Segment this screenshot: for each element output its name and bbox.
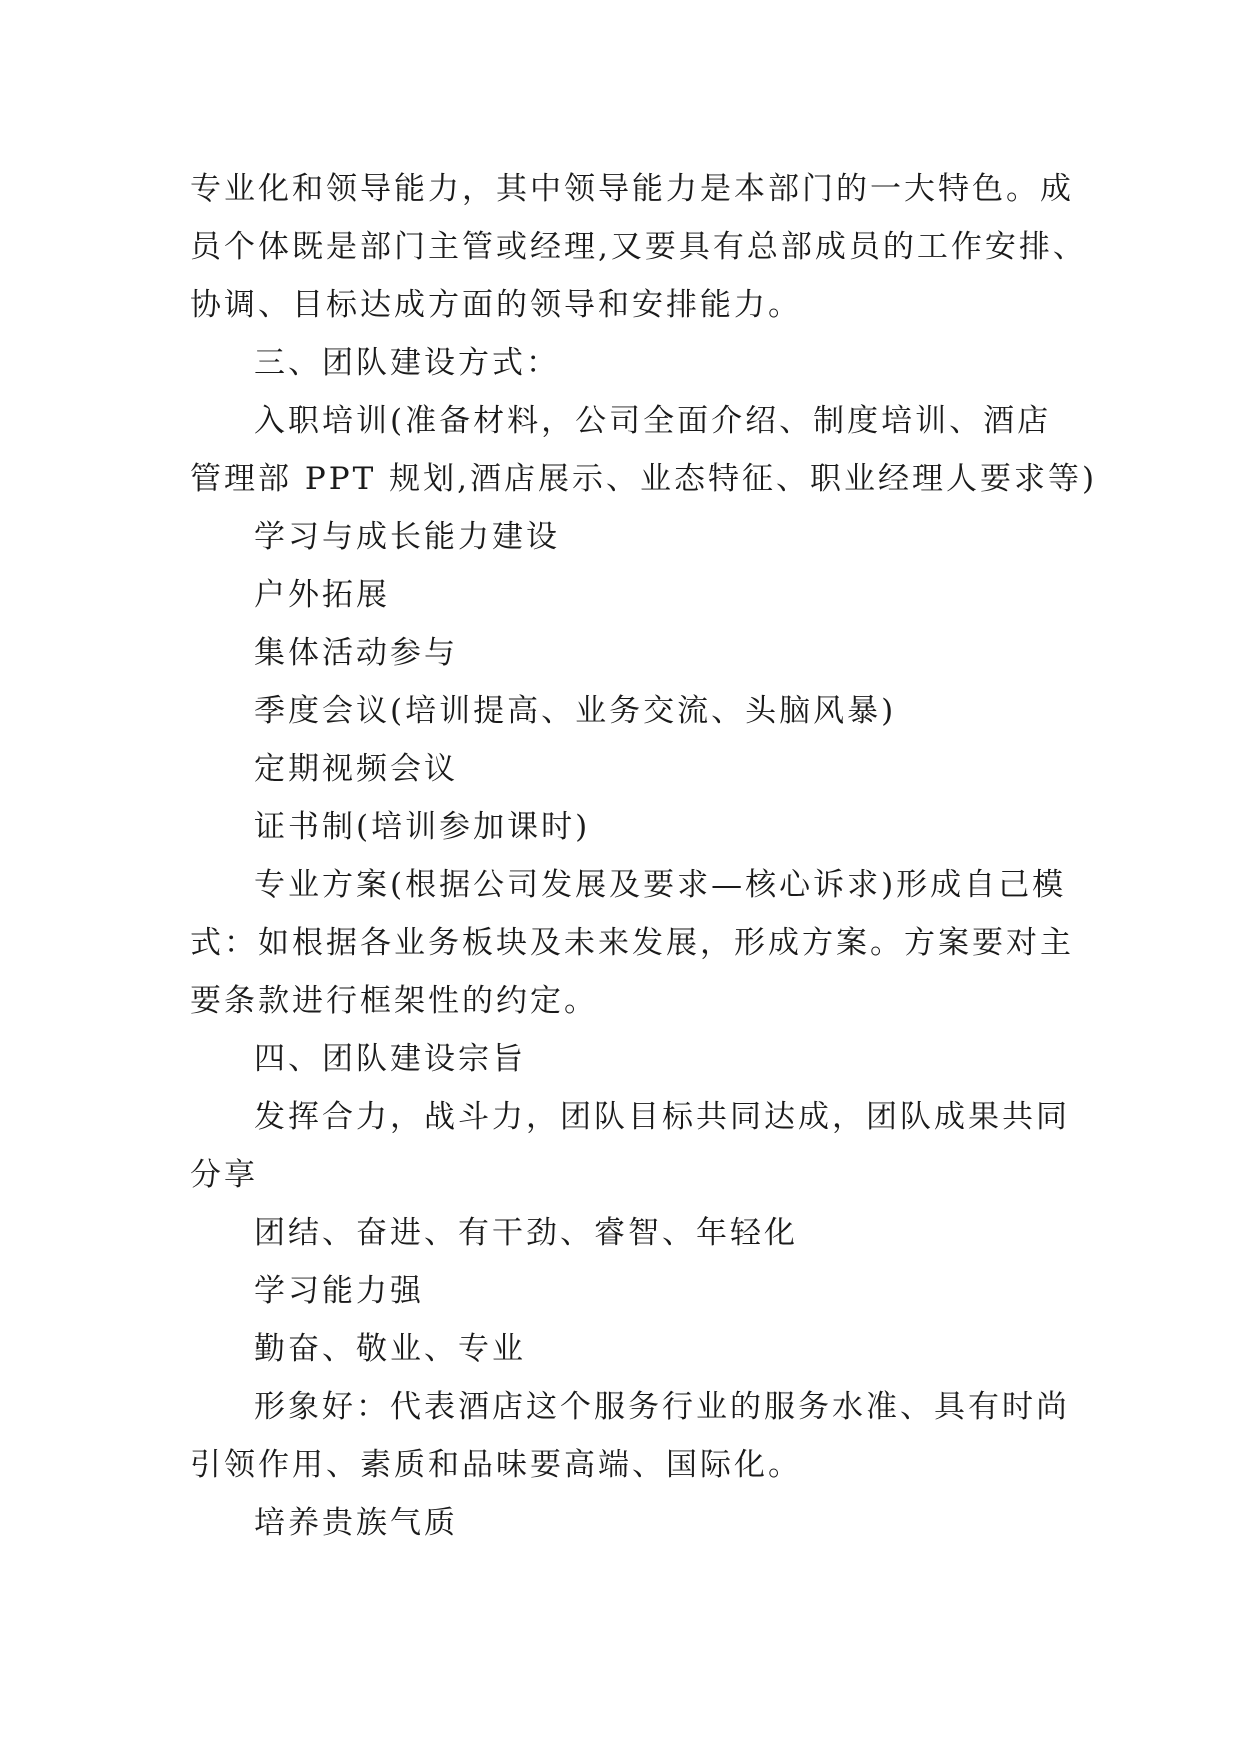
paragraph-line: 发挥合力，战斗力，团队目标共同达成，团队成果共同 (254, 1099, 1070, 1135)
paragraph-line: 引领作用、素质和品味要高端、国际化。 (190, 1447, 802, 1483)
paragraph-line: 式：如根据各业务板块及未来发展，形成方案。方案要对主 (190, 925, 1074, 961)
paragraph-line: 管理部 PPT 规划,酒店展示、业态特征、职业经理人要求等) (190, 461, 1098, 497)
paragraph-line: 专业方案(根据公司发展及要求—核心诉求)形成自己模 (254, 867, 1067, 903)
list-item: 勤奋、敬业、专业 (254, 1331, 526, 1367)
list-item: 户外拓展 (254, 577, 390, 613)
list-item: 季度会议(培训提高、业务交流、头脑风暴) (254, 693, 897, 729)
list-item: 集体活动参与 (254, 635, 458, 671)
list-item: 学习与成长能力建设 (254, 519, 560, 555)
paragraph-line: 员个体既是部门主管或经理,又要具有总部成员的工作安排、 (190, 229, 1087, 265)
section-heading: 四、团队建设宗旨 (254, 1041, 526, 1077)
list-item: 证书制(培训参加课时) (254, 809, 591, 845)
list-item: 团结、奋进、有干劲、睿智、年轻化 (254, 1215, 798, 1251)
paragraph-line: 形象好：代表酒店这个服务行业的服务水准、具有时尚 (254, 1389, 1070, 1425)
list-item: 培养贵族气质 (254, 1505, 458, 1541)
section-heading: 三、团队建设方式： (254, 345, 560, 381)
list-item: 定期视频会议 (254, 751, 458, 787)
paragraph-line: 协调、目标达成方面的领导和安排能力。 (190, 287, 802, 323)
paragraph-line: 入职培训(准备材料，公司全面介绍、制度培训、酒店 (254, 403, 1052, 439)
paragraph-line: 分享 (190, 1157, 258, 1193)
document-body (190, 160, 1098, 1552)
list-item: 学习能力强 (254, 1273, 424, 1309)
paragraph-line: 专业化和领导能力，其中领导能力是本部门的一大特色。成 (190, 171, 1074, 207)
paragraph-line: 要条款进行框架性的约定。 (190, 983, 598, 1019)
